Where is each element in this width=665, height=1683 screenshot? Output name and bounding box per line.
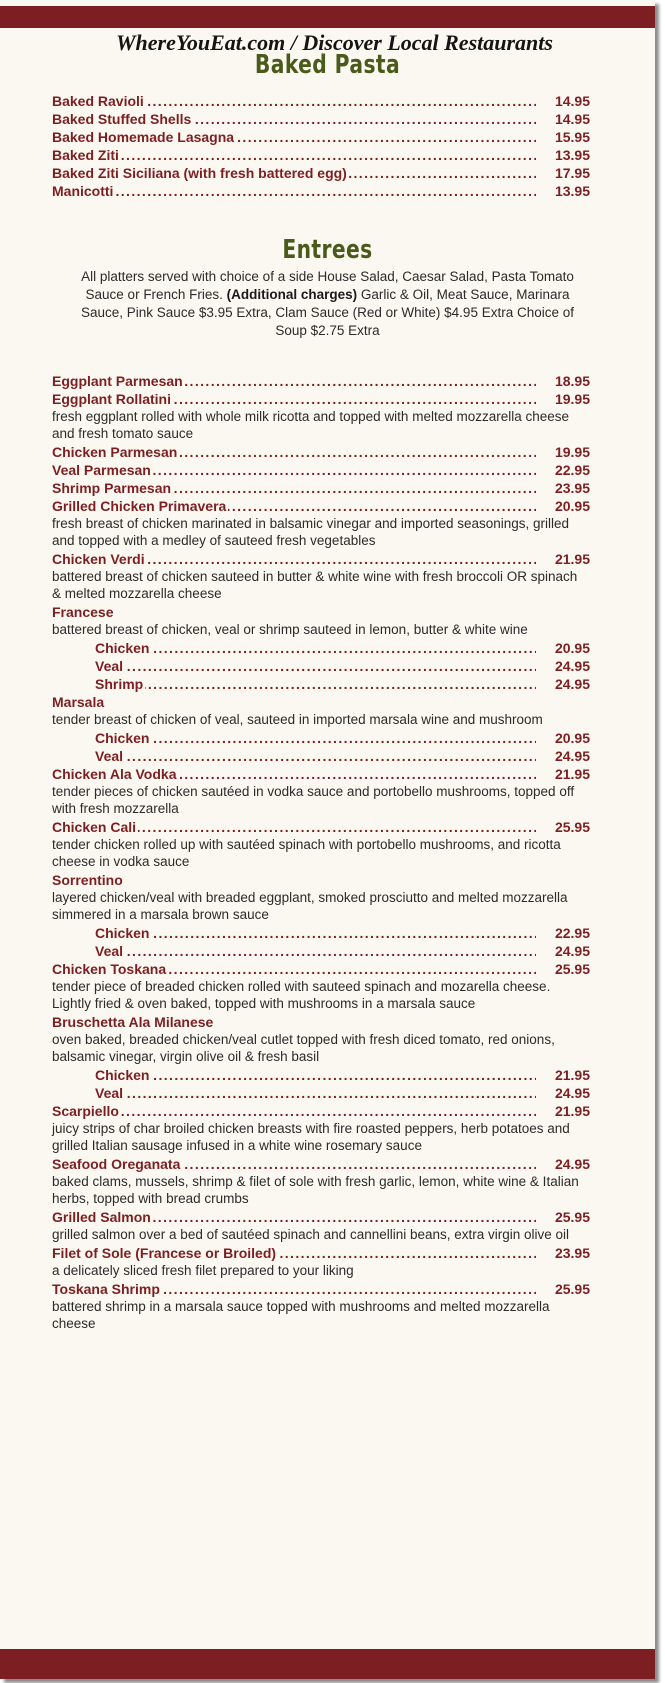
- item-description: grilled salmon over a bed of sautéed spinach and cannellini beans, extra virgin olive oil: [52, 1227, 570, 1242]
- notice-extras: Garlic & Oil, Meat Sauce, Marinara Sauce, Pink Sauce $3.95 Extra, Clam Sauce (Red or White) $4.95 Extra Choice of Soup $2.75 Extra: [81, 287, 574, 338]
- dot-leader: [95, 675, 536, 693]
- dot-leader: [95, 1084, 536, 1102]
- menu-item-row: [52, 146, 590, 164]
- menu-item-header: Marsala: [52, 694, 105, 710]
- item-price: 14.95: [554, 93, 590, 109]
- menu-item-row: [52, 818, 590, 836]
- item-price: 24.95: [554, 1085, 590, 1101]
- item-description: tender chicken rolled up with sautéed spinach with portobello mushrooms, and ricotta cheese in vodka sauce: [52, 837, 561, 869]
- option-row: [95, 729, 590, 747]
- item-description: layered chicken/veal with breaded eggplant, smoked prosciutto and melted mozzarella simmered in a marsala brown sauce: [52, 890, 568, 922]
- menu-item-row: [52, 1102, 590, 1120]
- item-name: Chicken Verdi: [52, 551, 145, 567]
- item-name: Baked Stuffed Shells: [52, 111, 192, 127]
- menu-item-row: [52, 1155, 590, 1173]
- dot-leader: [95, 1066, 536, 1084]
- menu-item-row: [52, 372, 590, 390]
- menu-item-row: [52, 1244, 590, 1262]
- item-price: 24.95: [554, 748, 590, 764]
- item-price: 24.95: [554, 943, 590, 959]
- item-price: 25.95: [554, 819, 590, 835]
- item-price: 19.95: [554, 391, 590, 407]
- dot-leader: [95, 729, 536, 747]
- item-name: Veal: [95, 748, 124, 764]
- item-name: Baked Ziti Siciliana (with fresh battered egg): [52, 165, 347, 181]
- item-price: 23.95: [554, 1245, 590, 1261]
- item-price: 24.95: [554, 676, 590, 692]
- item-name: Toskana Shrimp: [52, 1281, 160, 1297]
- item-name: Veal: [95, 943, 124, 959]
- item-name: Grilled Salmon: [52, 1209, 151, 1225]
- item-name: Baked Homemade Lasagna: [52, 129, 235, 145]
- dot-leader: [52, 1102, 536, 1120]
- item-description: tender piece of breaded chicken rolled with sauteed spinach and mozarella cheese. Lightly fried & oven baked, topped with mushrooms in a marsala sauce: [52, 979, 551, 1011]
- item-name: Veal Parmesan: [52, 462, 151, 478]
- entrees-notice: [80, 268, 575, 340]
- menu-item-row: [52, 960, 590, 978]
- item-name: Manicotti: [52, 183, 114, 199]
- menu-item-header: Francese: [52, 604, 114, 620]
- item-name: Baked Ravioli: [52, 93, 144, 109]
- option-row: [95, 1084, 590, 1102]
- dot-leader: [52, 182, 536, 200]
- item-description: battered breast of chicken, veal or shrimp sauteed in lemon, butter & white wine: [52, 622, 528, 637]
- item-name: Baked Ziti: [52, 147, 119, 163]
- item-name: Scarpiello: [52, 1103, 119, 1119]
- item-description: a delicately sliced fresh filet prepared to your liking: [52, 1263, 354, 1278]
- menu-item-header: Bruschetta Ala Milanese: [52, 1014, 214, 1030]
- item-price: 21.95: [554, 766, 590, 782]
- item-price: 18.95: [554, 373, 590, 389]
- item-price: 13.95: [554, 147, 590, 163]
- item-name: Eggplant Parmesan: [52, 373, 183, 389]
- menu-item-row: [52, 182, 590, 200]
- menu-item-row: [52, 110, 590, 128]
- option-row: [95, 675, 590, 693]
- menu-item-row: [52, 765, 590, 783]
- notice-additional-charges: (Additional charges): [226, 287, 358, 302]
- item-name: Chicken Ala Vodka: [52, 766, 177, 782]
- dot-leader: [95, 924, 536, 942]
- item-name: Shrimp Parmesan: [52, 480, 172, 496]
- option-row: [95, 924, 590, 942]
- item-description: oven baked, breaded chicken/veal cutlet topped with fresh diced tomato, red onions, balsamic vinegar, virgin olive oil & fresh basil: [52, 1032, 555, 1064]
- item-price: 13.95: [554, 183, 590, 199]
- menu-item-row: [52, 461, 590, 479]
- item-name: Veal: [95, 1085, 124, 1101]
- item-price: 17.95: [554, 165, 590, 181]
- item-name: Chicken: [95, 1067, 150, 1083]
- menu-item-row: [52, 164, 590, 182]
- item-price: 21.95: [554, 1103, 590, 1119]
- item-price: 15.95: [554, 129, 590, 145]
- item-description: fresh eggplant rolled with whole milk ricotta and topped with melted mozzarella cheese and fresh tomato sauce: [52, 409, 570, 441]
- option-row: [95, 639, 590, 657]
- item-price: 22.95: [554, 925, 590, 941]
- menu-item-row: [52, 92, 590, 110]
- item-name: Chicken: [95, 730, 150, 746]
- dot-leader: [95, 942, 536, 960]
- dot-leader: [95, 639, 536, 657]
- baked-pasta-title: Baked Pasta: [254, 50, 401, 80]
- item-name: Filet of Sole (Francese or Broiled): [52, 1245, 277, 1261]
- item-price: 21.95: [554, 551, 590, 567]
- menu-item-row: [52, 497, 590, 515]
- option-row: [95, 1066, 590, 1084]
- item-name: Shrimp: [95, 676, 144, 692]
- menu-item-header: Sorrentino: [52, 872, 123, 888]
- item-price: 20.95: [554, 498, 590, 514]
- item-name: Grilled Chicken Primavera: [52, 498, 227, 514]
- item-description: baked clams, mussels, shrimp & filet of sole with fresh garlic, lemon, white wine & Italian herbs, topped with bread crumbs: [52, 1174, 579, 1206]
- entrees-title: Entrees: [282, 235, 373, 265]
- item-description: battered breast of chicken sauteed in butter & white wine with fresh broccoli OR spinach & melted mozzarella cheese: [52, 569, 578, 601]
- item-name: Chicken: [95, 640, 150, 656]
- notice-text: All platters served with choice of a side House Salad, Caesar Salad, Pasta Tomato Sauce or French Fries.: [81, 269, 574, 302]
- entrees-list: [52, 372, 590, 1333]
- item-name: Veal: [95, 658, 124, 674]
- bottom-band: [0, 1649, 655, 1679]
- item-name: Seafood Oreganata: [52, 1156, 181, 1172]
- item-price: 25.95: [554, 961, 590, 977]
- menu-item-row: [52, 550, 590, 568]
- menu-item-row: [52, 390, 590, 408]
- item-price: 23.95: [554, 480, 590, 496]
- item-description: battered shrimp in a marsala sauce topped with mushrooms and melted mozzarella cheese: [52, 1299, 550, 1331]
- site-watermark: WhereYouEat.com / Discover Local Restaurants: [116, 30, 553, 55]
- item-name: Chicken Cali: [52, 819, 137, 835]
- item-description: fresh breast of chicken marinated in balsamic vinegar and imported seasonings, grilled and topped with a medley of sauteed fresh vegetables: [52, 516, 570, 548]
- menu-item-row: [52, 479, 590, 497]
- item-description: tender breast of chicken of veal, sauteed in imported marsala wine and mushroom: [52, 712, 543, 727]
- item-description: juicy strips of char broiled chicken breasts with fire roasted peppers, herb potatoes and grilled Italian sausage infused in a white wine rosemary sauce: [52, 1121, 570, 1153]
- item-price: 20.95: [554, 640, 590, 656]
- dot-leader: [95, 657, 536, 675]
- dot-leader: [95, 747, 536, 765]
- item-name: Eggplant Rollatini: [52, 391, 171, 407]
- item-price: 20.95: [554, 730, 590, 746]
- item-price: 25.95: [554, 1281, 590, 1297]
- item-price: 25.95: [554, 1209, 590, 1225]
- item-description: tender pieces of chicken sautéed in vodka sauce and portobello mushrooms, topped off with fresh mozzarella: [52, 784, 575, 816]
- option-row: [95, 747, 590, 765]
- item-price: 22.95: [554, 462, 590, 478]
- menu-item-row: [52, 128, 590, 146]
- option-row: [95, 657, 590, 675]
- baked-pasta-list: [52, 92, 590, 200]
- item-name: Chicken Toskana: [52, 961, 167, 977]
- menu-item-row: [52, 1280, 590, 1298]
- menu-item-row: [52, 1208, 590, 1226]
- item-price: 24.95: [554, 1156, 590, 1172]
- item-name: Chicken Parmesan: [52, 444, 178, 460]
- option-row: [95, 942, 590, 960]
- top-band: [0, 6, 655, 28]
- item-price: 24.95: [554, 658, 590, 674]
- item-name: Chicken: [95, 925, 150, 941]
- menu-item-row: [52, 443, 590, 461]
- item-price: 19.95: [554, 444, 590, 460]
- item-price: 21.95: [554, 1067, 590, 1083]
- dot-leader: [52, 146, 536, 164]
- item-price: 14.95: [554, 111, 590, 127]
